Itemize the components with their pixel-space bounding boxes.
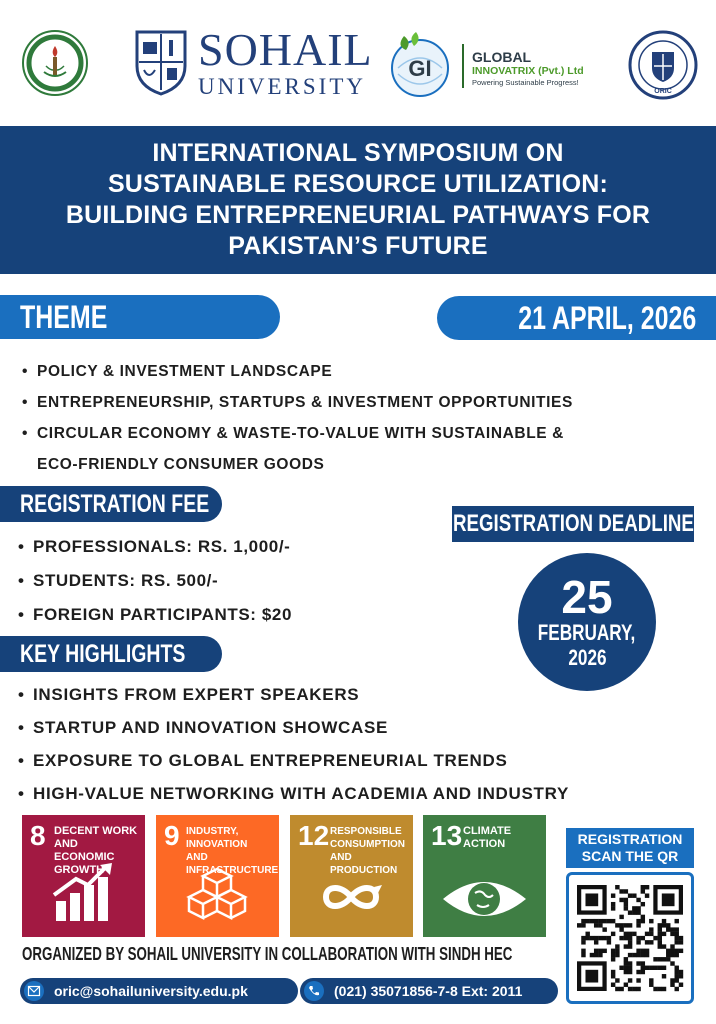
symposium-title: INTERNATIONAL SYMPOSIUM ON SUSTAINABLE RESOURCE UTILIZATION: BUILDING ENTREPRENEURIAL PATHWAYS FOR PAKISTAN’S FUTURE bbox=[65, 139, 651, 260]
registration-fee-heading-text: REGISTRATION FEE bbox=[20, 489, 210, 518]
list-item-continuation: ECO-FRIENDLY CONSUMER GOODS bbox=[37, 456, 325, 473]
list-item: • STUDENTS: RS. 500/- bbox=[18, 564, 292, 598]
phone-icon bbox=[304, 981, 324, 1001]
list-item: • FOREIGN PARTICIPANTS: $20 bbox=[18, 598, 292, 632]
sdg-label: RESPONSIBLE CONSUMPTION AND PRODUCTION bbox=[330, 826, 405, 876]
logo-divider bbox=[462, 44, 464, 88]
qr-code-icon bbox=[577, 885, 683, 991]
deadline-day: 25 bbox=[561, 571, 613, 623]
gi-mark-text: GI bbox=[408, 56, 432, 81]
key-highlights-heading-text: KEY HIGHLIGHTS bbox=[20, 639, 186, 668]
key-highlights-heading bbox=[0, 636, 222, 672]
sdg-label: INDUSTRY, INNOVATION AND INFRASTRUCTURE bbox=[186, 826, 279, 876]
phone-number: (021) 35071856-7-8 Ext: 2011 bbox=[334, 983, 523, 999]
global-innovatrix-text bbox=[472, 50, 584, 88]
registration-deadline-text: REGISTRATION DEADLINE bbox=[452, 510, 694, 537]
sdg-label: DECENT WORK AND ECONOMIC GROWTH bbox=[54, 825, 138, 876]
cubes-icon bbox=[156, 815, 279, 937]
theme-heading-text: THEME bbox=[20, 298, 108, 335]
deadline-month: FEBRUARY, bbox=[538, 620, 636, 645]
sohail-name: SOHAIL bbox=[198, 24, 373, 75]
infinity-icon bbox=[290, 815, 413, 937]
sdg-label: CLIMATE ACTION bbox=[463, 825, 512, 850]
registration-fee-list bbox=[18, 530, 292, 632]
qr-line-2: SCAN THE QR bbox=[581, 848, 679, 864]
oric-label: ORIC bbox=[654, 88, 672, 95]
deadline-date-circle bbox=[518, 553, 656, 691]
sohail-university-wordmark bbox=[198, 26, 373, 100]
sdg-9-tile bbox=[156, 815, 279, 937]
sdg-number: 9 bbox=[164, 820, 180, 851]
event-date-text: 21 APRIL, 2026 bbox=[517, 299, 696, 336]
registration-qr-code[interactable] bbox=[566, 872, 694, 1004]
sdg-12-tile bbox=[290, 815, 413, 937]
organized-by-label: ORGANIZED BY SOHAIL UNIVERSITY IN COLLABORATION WITH SINDH HEC bbox=[22, 944, 513, 964]
global-innovatrix-logo bbox=[382, 28, 454, 100]
email-address: oric@sohailuniversity.edu.pk bbox=[54, 983, 248, 999]
growth-chart-icon bbox=[22, 815, 145, 937]
eye-globe-icon bbox=[423, 815, 546, 937]
gi-tagline: Powering Sustainable Progress! bbox=[472, 78, 579, 87]
phone-contact[interactable] bbox=[300, 978, 558, 1004]
list-item: • CIRCULAR ECONOMY & WASTE-TO-VALUE WITH SUSTAINABLE & bbox=[22, 418, 573, 449]
key-highlights-list bbox=[18, 678, 569, 810]
sdg-13-tile bbox=[423, 815, 546, 937]
registration-fee-heading bbox=[0, 486, 222, 522]
email-icon bbox=[24, 981, 44, 1001]
sdg-number: 13 bbox=[431, 820, 463, 851]
list-item: • EXPOSURE TO GLOBAL ENTREPRENEURIAL TRENDS bbox=[18, 744, 569, 777]
sohail-university-crest bbox=[135, 30, 187, 96]
title-banner bbox=[0, 126, 716, 274]
gi-name: GLOBAL bbox=[472, 49, 532, 65]
deadline-year: 2026 bbox=[567, 645, 607, 670]
list-item: • STARTUP AND INNOVATION SHOWCASE bbox=[18, 711, 569, 744]
registration-deadline-heading bbox=[452, 506, 694, 542]
organized-by-text bbox=[22, 944, 562, 965]
sdg-number: 12 bbox=[298, 820, 330, 851]
oric-logo bbox=[628, 30, 698, 100]
list-item: • HIGH-VALUE NETWORKING WITH ACADEMIA AND INDUSTRY bbox=[18, 777, 569, 810]
sindh-hec-logo bbox=[22, 30, 88, 96]
event-date-badge bbox=[437, 296, 716, 340]
gi-name-2: INNOVATRIX (Pvt.) Ltd bbox=[472, 65, 584, 77]
qr-line-1: FOR REGISTRATION bbox=[577, 814, 683, 847]
university-label: UNIVERSITY bbox=[198, 74, 366, 99]
list-item: • INSIGHTS FROM EXPERT SPEAKERS bbox=[18, 678, 569, 711]
list-item: • POLICY & INVESTMENT LANDSCAPE bbox=[22, 356, 573, 387]
email-contact[interactable] bbox=[20, 978, 298, 1004]
qr-instruction bbox=[566, 814, 694, 868]
theme-list bbox=[22, 356, 573, 480]
list-item: • ENTREPRENEURSHIP, STARTUPS & INVESTMENT OPPORTUNITIES bbox=[22, 387, 573, 418]
list-item: • PROFESSIONALS: RS. 1,000/- bbox=[18, 530, 292, 564]
sdg-8-tile bbox=[22, 815, 145, 937]
theme-heading bbox=[0, 295, 280, 339]
sdg-number: 8 bbox=[30, 820, 46, 851]
